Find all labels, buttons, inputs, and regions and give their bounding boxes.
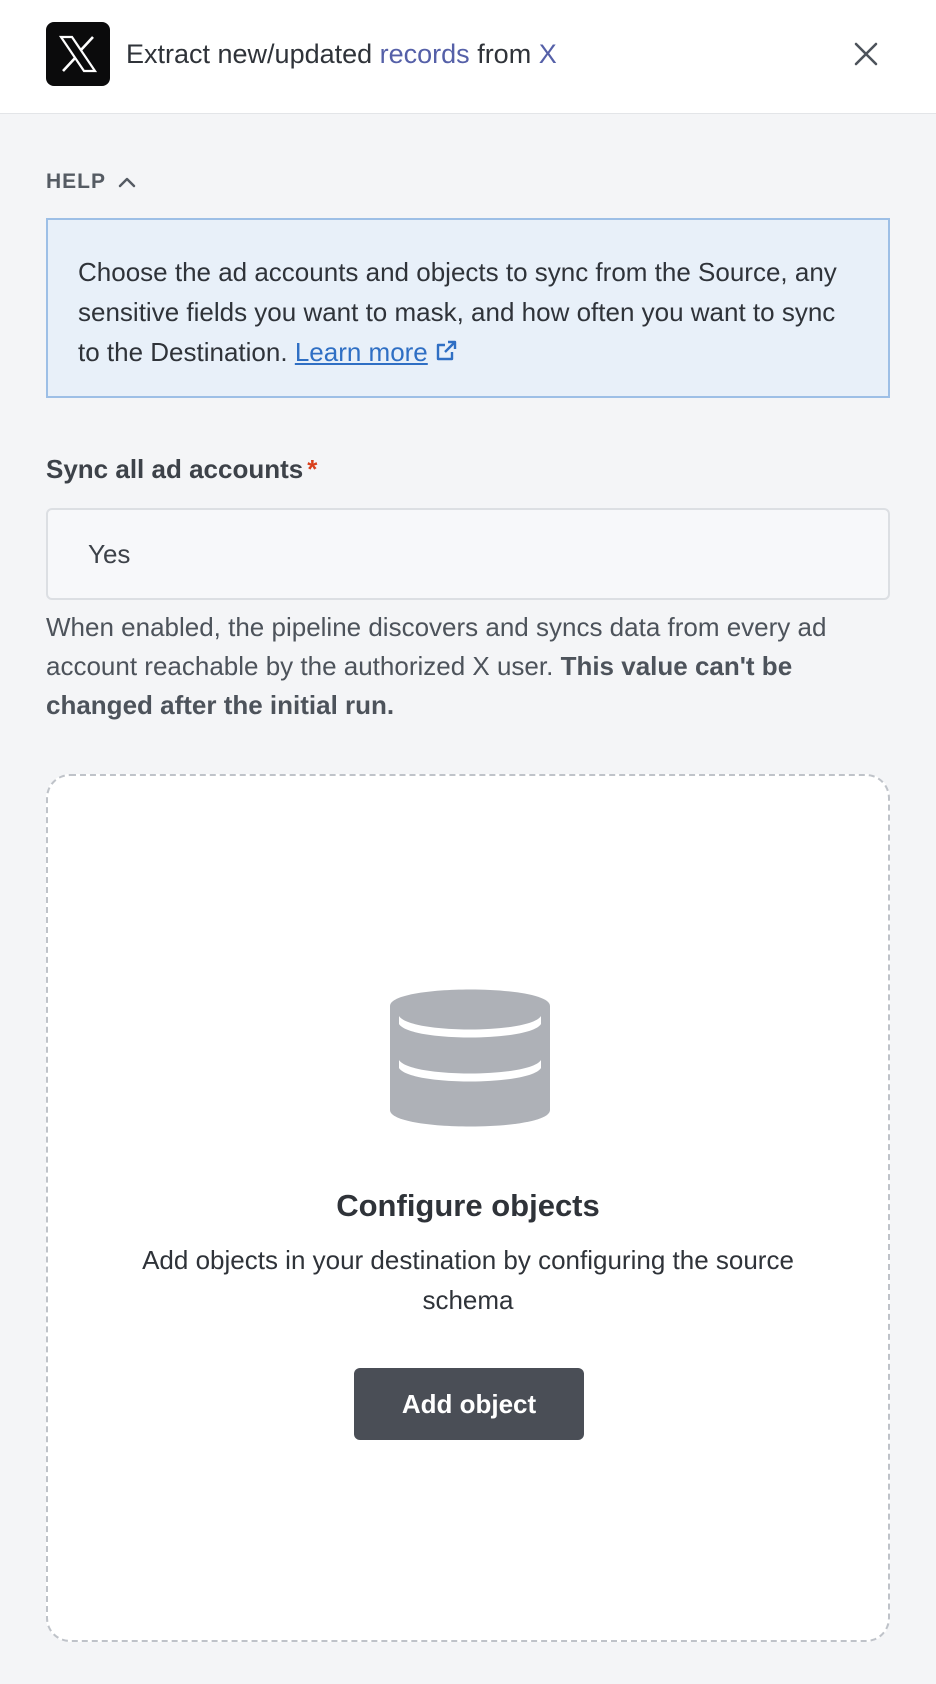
header	[0, 0, 936, 114]
required-mark: *	[307, 454, 318, 484]
sync-all-help	[46, 608, 896, 725]
learn-more-link[interactable]: Learn more	[294, 337, 428, 367]
add-object-button[interactable]: Add object	[354, 1368, 584, 1440]
title-prefix: Extract new/updated	[126, 39, 380, 69]
sync-all-help-text: When enabled, the pipeline discovers and syncs data from every ad account reachable by the authorized X user.	[46, 612, 827, 681]
configure-objects-card	[46, 774, 890, 1642]
help-toggle[interactable]	[46, 170, 136, 194]
help-text	[78, 252, 858, 372]
chevron-up-icon	[118, 176, 136, 188]
sync-all-value: Yes	[88, 538, 131, 569]
configure-objects-description: Add objects in your destination by configuring the source schema	[142, 1245, 794, 1315]
help-box	[46, 218, 890, 398]
configure-objects-title: Configure objects	[336, 1188, 600, 1223]
help-description: Choose the ad accounts and objects to sync from the Source, any sensitive fields you want to mask, and how often you want to sync to the Destination.	[78, 257, 837, 367]
sync-all-select[interactable]	[46, 508, 890, 600]
help-toggle-label: HELP	[46, 170, 107, 193]
sync-all-label	[46, 454, 317, 485]
source-link[interactable]: X	[538, 39, 557, 69]
database-icon	[388, 976, 552, 1140]
external-link-icon[interactable]	[434, 339, 458, 363]
header-title	[126, 36, 557, 72]
sync-all-help-warning: This value can't be changed after the initial run.	[46, 651, 793, 720]
x-logo-icon	[46, 22, 110, 86]
sync-all-label-text: Sync all ad accounts	[46, 454, 304, 484]
close-icon	[854, 42, 878, 66]
title-middle: from	[469, 39, 539, 69]
close-button[interactable]	[850, 38, 882, 70]
records-link[interactable]: records	[379, 39, 470, 69]
